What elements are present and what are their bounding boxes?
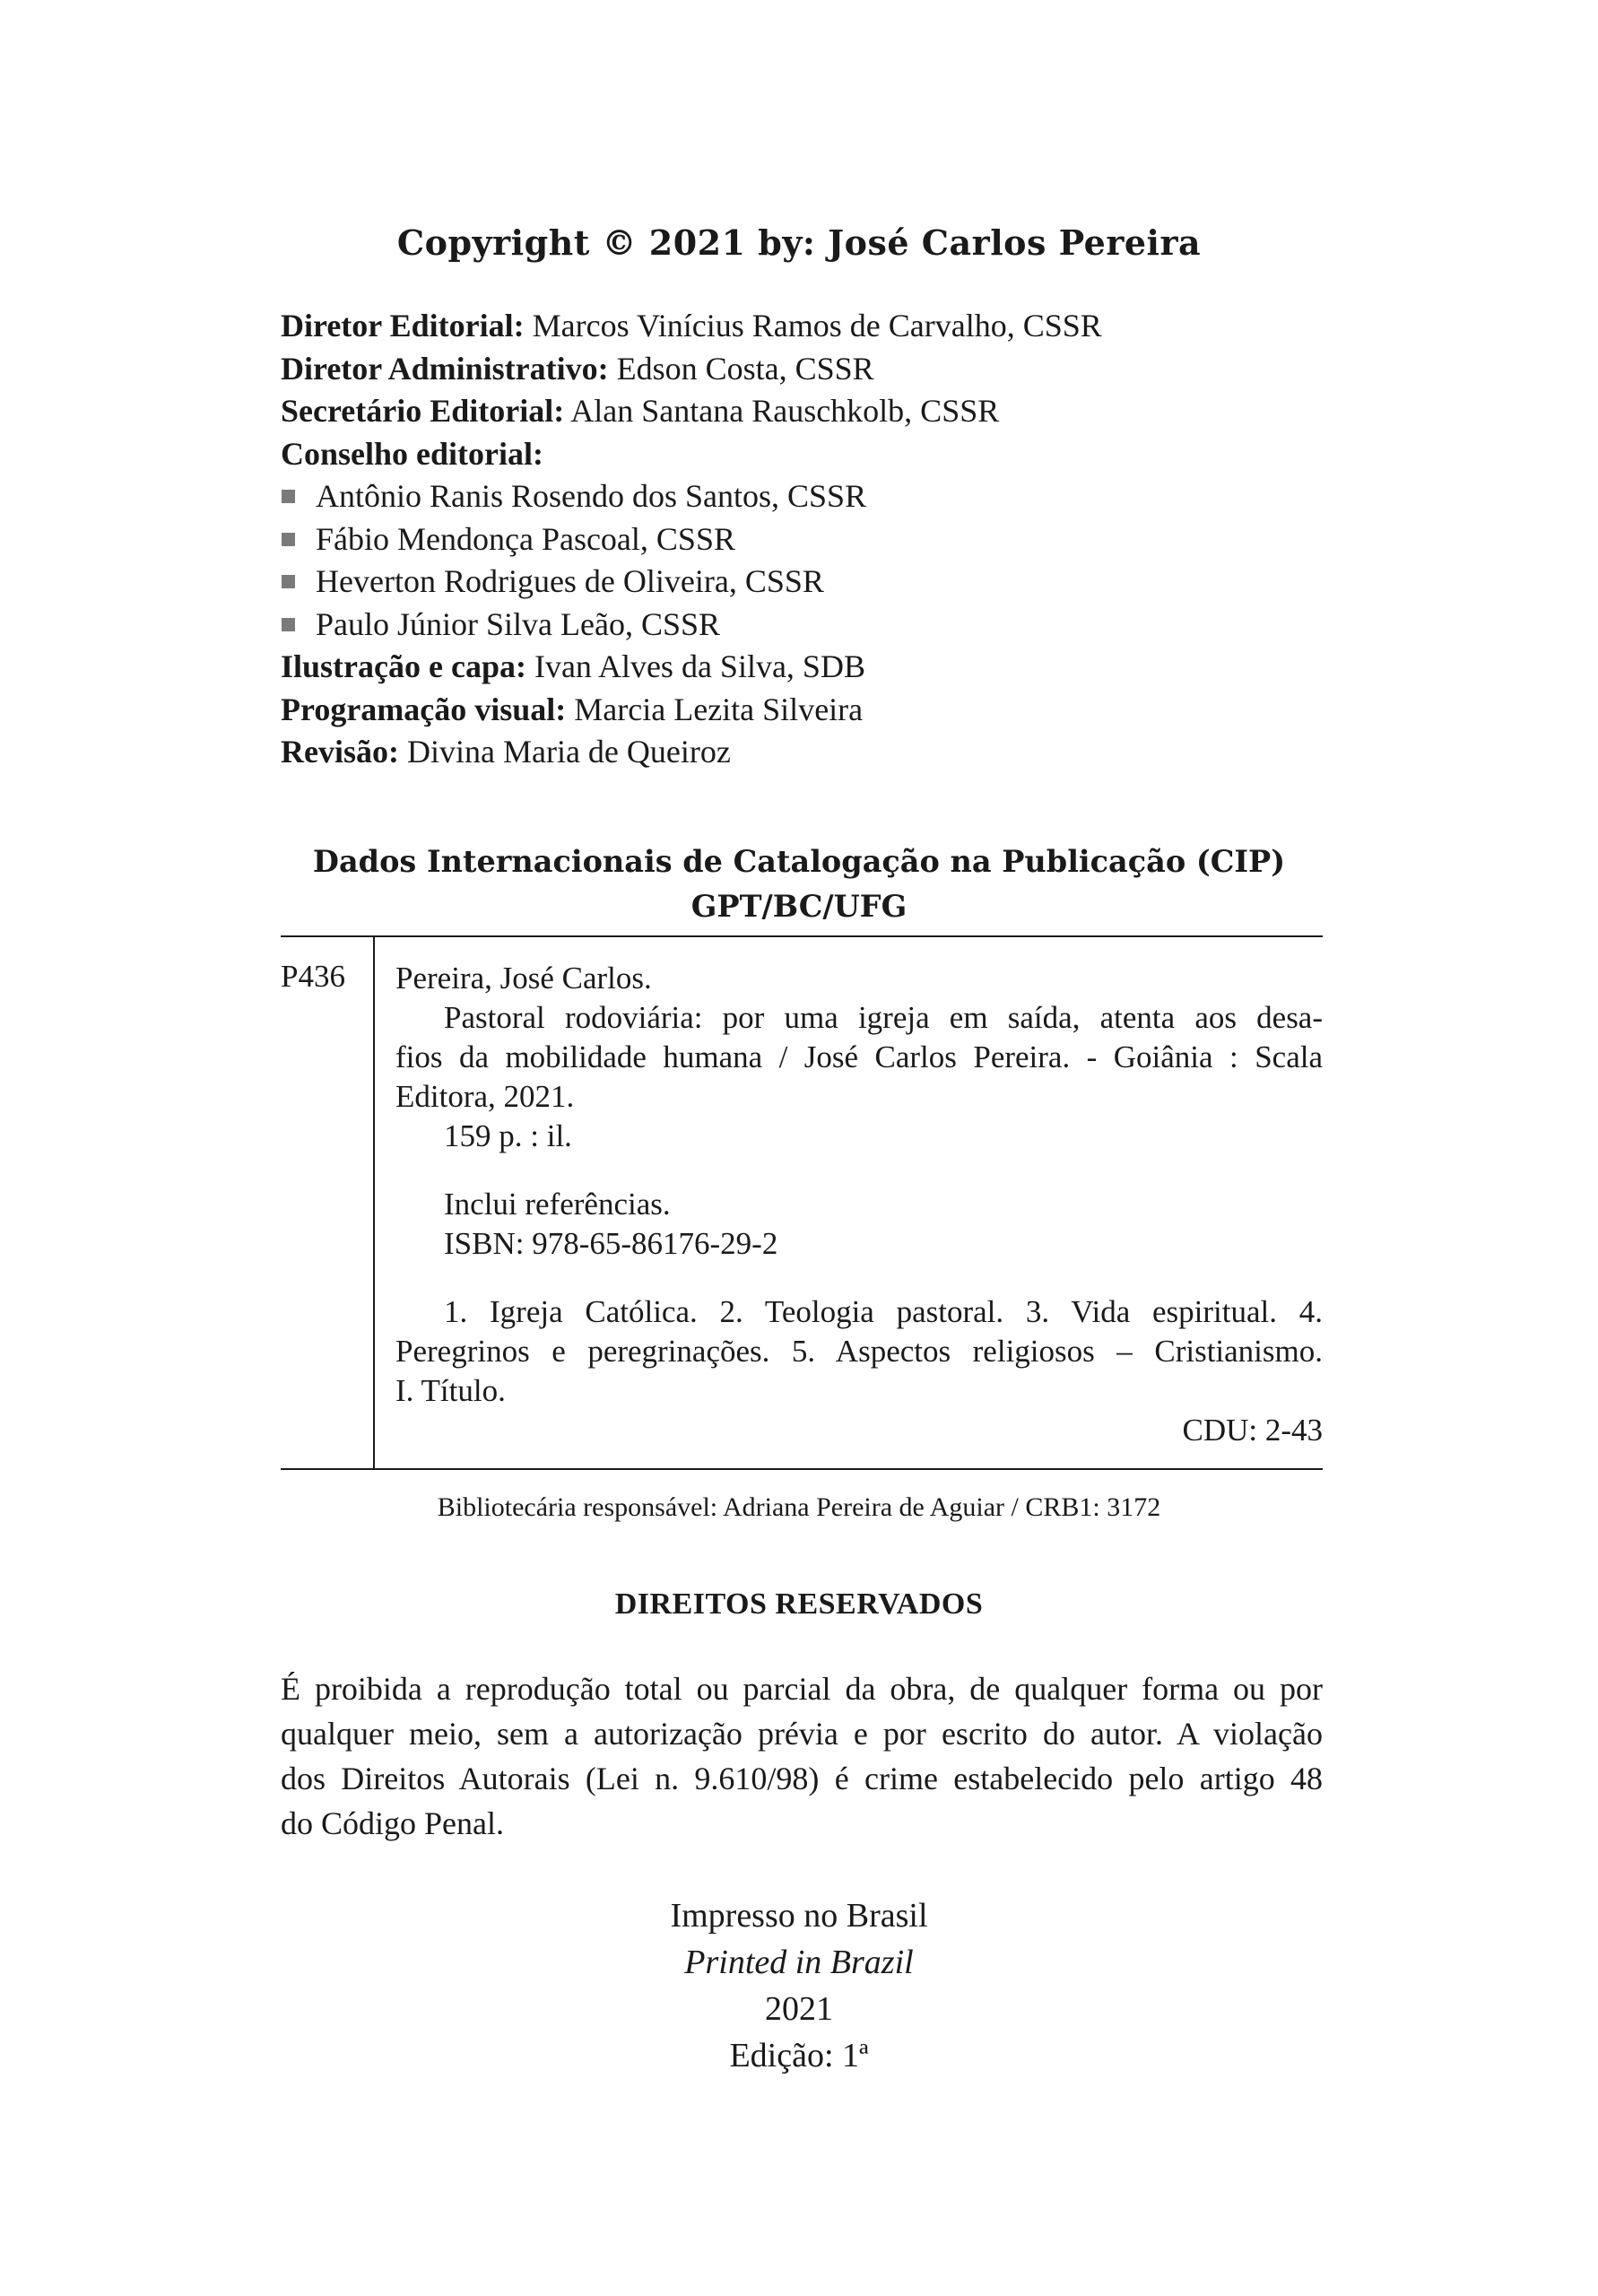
rights-line: É proibida a reprodução total ou parcial da obra, de qualquer forma ou por (281, 1671, 1323, 1707)
cip-title-line: Pastoral rodoviária: por uma igreja em saída, atenta aos desa- (444, 1000, 1323, 1035)
cip-heading (0, 839, 1598, 929)
imprint-block (0, 1892, 1598, 2079)
rights-line: dos Direitos Autorais (Lei n. 9.610/98) é crime estabelecido pelo artigo 48 (281, 1761, 1323, 1796)
copyright-heading: Copyright © 2021 by: José Carlos Pereira (396, 222, 1202, 263)
credit-label: Diretor Editorial: (281, 308, 525, 344)
conselho-member-name: Fábio Mendonça Pascoal, CSSR (316, 520, 735, 557)
credit-label: Programação visual: (281, 691, 567, 727)
credit-diretor-editorial (281, 305, 1339, 348)
square-bullet-icon (282, 533, 295, 546)
conselho-member-name: Antônio Ranis Rosendo dos Santos, CSSR (316, 478, 867, 514)
cip-call-number: P436 (281, 959, 345, 994)
square-bullet-icon (282, 575, 295, 588)
conselho-member-name: Heverton Rodrigues de Oliveira, CSSR (316, 563, 824, 599)
rights-line: qualquer meio, sem a autorização prévia e por escrito do autor. A violação (281, 1716, 1323, 1752)
square-bullet-icon (282, 618, 295, 631)
imprint-edition: Edição: 1ª (729, 2037, 869, 2074)
credit-ilustracao (281, 646, 1339, 689)
credit-secretario-editorial (281, 390, 1339, 433)
conselho-member (281, 604, 1339, 647)
conselho-member (281, 561, 1339, 604)
rights-paragraph (281, 1666, 1323, 1846)
cip-cdu: CDU: 2-43 (1182, 1413, 1323, 1448)
credit-value: Edson Costa, CSSR (608, 350, 874, 387)
cip-pages: 159 p. : il. (444, 1118, 572, 1153)
cip-title-line: Dados Internacionais de Catalogação na Publicação (CIP) (312, 844, 1286, 879)
credit-diretor-administrativo (281, 348, 1339, 391)
conselho-member (281, 475, 1339, 518)
cip-author: Pereira, José Carlos. (395, 961, 652, 996)
cip-spacer (395, 1156, 1323, 1185)
editorial-credits (281, 305, 1339, 774)
credit-conselho-label (281, 433, 1339, 476)
square-bullet-icon (282, 490, 295, 503)
credit-value: Divina Maria de Queiroz (398, 734, 731, 770)
credit-label: Revisão: (281, 734, 399, 770)
cip-title-line: fios da mobilidade humana / José Carlos Pereira. - Goiânia : Scala (395, 1039, 1323, 1074)
credit-value: Marcos Vinícius Ramos de Carvalho, CSSR (524, 308, 1102, 344)
credit-revisao (281, 731, 1339, 774)
cip-title-line: GPT/BC/UFG (690, 889, 908, 924)
cip-isbn: ISBN: 978-65-86176-29-2 (444, 1226, 778, 1261)
imprint-year: 2021 (765, 1990, 833, 2028)
credit-value: Ivan Alves da Silva, SDB (525, 648, 865, 684)
credit-label: Secretário Editorial: (281, 393, 565, 429)
cip-record (281, 935, 1323, 1470)
cip-spacer (395, 1264, 1323, 1292)
credit-label: Diretor Administrativo: (281, 350, 609, 387)
cip-title-line: Editora, 2021. (395, 1079, 575, 1114)
credit-programacao (281, 689, 1339, 732)
rights-line: do Código Penal. (281, 1805, 504, 1841)
rights-heading: DIREITOS RESERVADOS (614, 1587, 984, 1621)
cip-subjects-line: 1. Igreja Católica. 2. Teologia pastoral. 3. Vida espiritual. 4. (444, 1294, 1323, 1329)
credit-value: Alan Santana Rauschkolb, CSSR (564, 393, 1000, 429)
credit-label: Ilustração e capa: (281, 648, 526, 684)
cip-divider (373, 937, 375, 1468)
librarian-credit: Bibliotecária responsável: Adriana Pereira de Aguiar / CRB1: 3172 (437, 1492, 1161, 1522)
cip-notes: Inclui referências. (444, 1187, 671, 1222)
imprint-country-english: Printed in Brazil (684, 1944, 914, 1981)
imprint-country: Impresso no Brasil (670, 1897, 928, 1935)
cip-subjects-line: Peregrinos e peregrinações. 5. Aspectos religiosos – Cristianismo. (395, 1334, 1323, 1369)
credit-value: Marcia Lezita Silveira (566, 691, 864, 727)
cip-subjects-line: I. Título. (395, 1373, 506, 1408)
cip-entry (395, 959, 1323, 1450)
credit-label: Conselho editorial: (281, 435, 543, 472)
conselho-member-name: Paulo Júnior Silva Leão, CSSR (316, 605, 721, 642)
conselho-member (281, 518, 1339, 561)
